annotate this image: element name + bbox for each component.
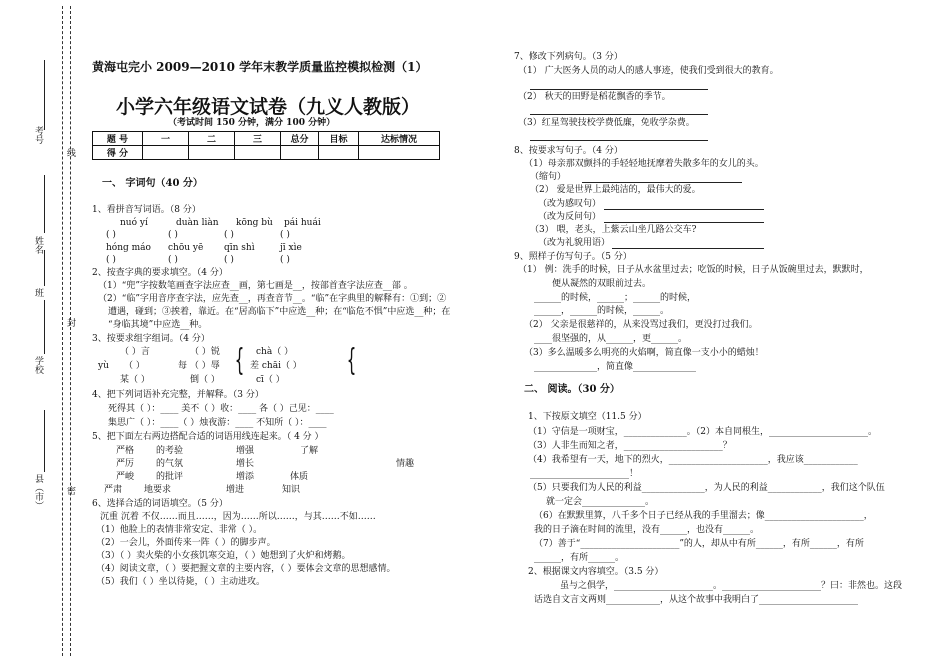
county-field[interactable] xyxy=(44,410,45,472)
answer-paren[interactable]: ( ) xyxy=(224,230,234,240)
q9-blank[interactable]: ______的时候，______；______的时候， xyxy=(534,293,697,303)
q5-word[interactable]: 严厉 xyxy=(116,459,135,469)
r1-item[interactable]: ______，有所______。 xyxy=(534,553,625,563)
exam-no-label: 考号 xyxy=(33,126,43,144)
q3-cell[interactable]: 每 （ ）辱 xyxy=(178,361,220,371)
answer-paren[interactable]: ( ) xyxy=(168,255,178,265)
q5-word[interactable]: 严肃 xyxy=(104,485,123,495)
q7-item: （1） 广大医务人员的动人的感人事迹，使我们受到很大的教育。 xyxy=(518,66,779,76)
q5-word[interactable]: 地要求 xyxy=(144,485,172,495)
q6-prompt: 6、选择合适的词语填空。（5 分） xyxy=(92,499,228,509)
section-2-heading: 二、 阅读。（30 分） xyxy=(524,384,620,395)
feng-label: 封 xyxy=(65,318,75,327)
binding-line-inner xyxy=(70,6,71,656)
q8-sub: （改为反问句） xyxy=(538,212,602,222)
answer-paren[interactable]: ( ) xyxy=(224,255,234,265)
q8-answer-line[interactable] xyxy=(604,222,764,223)
score-cell[interactable] xyxy=(281,146,319,160)
q7-answer-line[interactable] xyxy=(530,140,708,141)
q7-answer-line[interactable] xyxy=(530,89,708,90)
answer-paren[interactable]: ( ) xyxy=(106,230,116,240)
q9-blank[interactable]: ____很坚强的，从______，更______。 xyxy=(534,334,688,344)
q6-item: （2）一会儿，外面传来一阵（ ）的脚步声。 xyxy=(96,538,276,548)
brace-icon: { xyxy=(234,343,245,378)
score-cell[interactable] xyxy=(235,146,281,160)
q5-word[interactable]: 了解 xyxy=(300,446,319,456)
q3-cell[interactable]: chà（ ） xyxy=(256,347,294,357)
q4-line-b: 集思广（ ）：____（ ）烛夜游：____ 不知所（ ）：____ xyxy=(108,418,327,428)
pinyin: nuó yí xyxy=(120,218,148,228)
q8-answer-line[interactable] xyxy=(582,182,742,183)
q9-prompt: 9、照样子仿写句子。（5 分） xyxy=(514,252,632,262)
r1-item[interactable]: 就一定会______________。 xyxy=(546,497,655,507)
score-cell[interactable] xyxy=(143,146,189,160)
q9-example: 便从凝然的双眼前过去。 xyxy=(552,279,652,289)
r1-item[interactable]: （7）善于“______________________”的人，却从中有所______，有所______，有所 xyxy=(534,539,864,549)
q2-line-d: “身临其境”中应选__种。 xyxy=(108,320,208,330)
q8-item: （3） 喂，老头，上紫云山坐几路公交车? xyxy=(530,225,697,235)
q9-blank[interactable]: ______，______的时候，______。 xyxy=(534,306,670,316)
q9-item: （2） 父亲是很慈祥的，从来没骂过我们，更没打过我们。 xyxy=(524,320,758,330)
pinyin: qīn shì xyxy=(224,243,255,253)
q7-answer-line[interactable] xyxy=(530,114,708,115)
score-header-cell: 目标 xyxy=(319,132,359,146)
class-label: 班 xyxy=(33,288,43,297)
q5-word[interactable]: 体质 xyxy=(290,472,309,482)
q8-item: （2） 爱是世界上最纯洁的，最伟大的爱。 xyxy=(530,185,701,195)
q5-prompt: 5、把下面左右两边搭配合适的词语用线连起来。（ 4 分 ） xyxy=(92,432,324,442)
answer-paren[interactable]: ( ) xyxy=(280,230,290,240)
brace-icon: { xyxy=(346,343,357,378)
pinyin: chōu yē xyxy=(168,243,204,253)
q5-word[interactable]: 情趣 xyxy=(396,459,415,469)
q1-prompt: 1、看拼音写词语。（8 分） xyxy=(92,205,201,215)
school-field[interactable] xyxy=(44,300,45,354)
q3-pinyin-yu: yù xyxy=(98,361,109,371)
q5-word[interactable]: 增强 xyxy=(236,446,255,456)
q9-blank[interactable]: ______________，简直像______________ xyxy=(534,362,697,372)
answer-paren[interactable]: ( ) xyxy=(106,255,116,265)
q8-answer-line[interactable] xyxy=(604,209,764,210)
section-1-heading: 一、 字词句（40 分） xyxy=(102,178,203,189)
q8-item: （1）母亲那双颤抖的手轻轻地抚摩着失散多年的女儿的头。 xyxy=(524,159,764,169)
score-header-cell: 三 xyxy=(235,132,281,146)
r1-item[interactable]: （6）在默默里算，八千多个日子已经从我的手里溜去；像______________________， xyxy=(534,511,873,521)
score-header-cell: 二 xyxy=(189,132,235,146)
q4-prompt: 4、把下列词语补充完整，并解释。（3 分） xyxy=(92,390,264,400)
q5-word[interactable]: 增进 xyxy=(226,485,245,495)
r1-item[interactable]: （4）我希望有一天，地下的烈火，______________________，我应该____________ xyxy=(528,455,858,465)
q5-word[interactable]: 增长 xyxy=(236,459,255,469)
score-header-cell: 达标情况 xyxy=(359,132,440,146)
q5-word[interactable]: 知识 xyxy=(282,485,301,495)
r1-item[interactable]: （5）只要我们为人民的利益______________，为人民的利益____________，我们这个队伍 xyxy=(528,483,885,493)
answer-paren[interactable]: ( ) xyxy=(280,255,290,265)
score-cell[interactable] xyxy=(359,146,440,160)
r1-item[interactable]: 我的日子滴在时间的流里，没有______，也没有______。 xyxy=(534,525,760,535)
score-cell[interactable] xyxy=(189,146,235,160)
q5-word[interactable]: 的气氛 xyxy=(156,459,184,469)
q2-line-c: 遭遇，碰到；③挨着，靠近。在“居高临下”中应选__种；在“临危不惧”中应选__种；在 xyxy=(108,307,451,317)
r1-item[interactable]: （3）人非生而知之者，______________________？ xyxy=(528,441,732,451)
q3-cell[interactable]: （ ） xyxy=(124,361,145,371)
q4-line-a: 死得其（ ）：____ 美不（ ）收：____ 各（ ）己见：____ xyxy=(108,404,334,414)
q3-cell[interactable]: 倒（ ） xyxy=(190,375,220,385)
score-header-cell: 总分 xyxy=(281,132,319,146)
r1-item[interactable]: （1）守信是一项财宝，______________。（2）本自同根生，______________________。 xyxy=(528,427,877,437)
class-field[interactable] xyxy=(44,250,45,286)
score-header-cell: 题 号 xyxy=(93,132,143,146)
q7-item: （2） 秋天的田野是稻花飘香的季节。 xyxy=(518,92,671,102)
score-header-cell: 一 xyxy=(143,132,189,146)
q2-line-a: （1）“兜”字按数笔画查字法应查__画，第七画是__，按部首查字法应查__部 。 xyxy=(98,281,413,291)
q3-cell[interactable]: （ ）锐 xyxy=(190,347,220,357)
exam-no-field[interactable] xyxy=(44,60,45,130)
xian-label: 线 xyxy=(65,148,75,157)
q6-options: 沉重 沉着 不仅……而且……，因为……所以……，与其……不如…… xyxy=(100,512,376,522)
q5-word[interactable]: 增添 xyxy=(236,472,255,482)
pinyin: duàn liàn xyxy=(176,218,219,228)
q3-prompt: 3、按要求组字组词。（4 分） xyxy=(92,334,210,344)
q5-word[interactable]: 的批评 xyxy=(156,472,184,482)
q8-sub: （缩句） xyxy=(530,172,567,182)
q6-item: （5）我们（ ）坐以待毙，（ ）主动进攻。 xyxy=(96,577,265,587)
county-label: 县（市） xyxy=(33,474,43,510)
pinyin: hóng máo xyxy=(106,243,151,253)
r1-prompt: 1、下按原文填空（11.5 分） xyxy=(528,412,647,422)
pinyin: kōng bù xyxy=(236,218,273,228)
exam-time-note: （考试时间 150 分钟，满分 100 分钟） xyxy=(168,118,336,128)
exam-subtitle: 黄海屯完小 2009—2010 学年末教学质量监控模拟检测（1） xyxy=(92,60,428,74)
pinyin: jī xìe xyxy=(280,243,302,253)
q8-sub: （改为礼貌用语） xyxy=(538,238,611,248)
score-row-label: 得 分 xyxy=(93,146,143,160)
q5-word[interactable]: 的考验 xyxy=(156,446,184,456)
score-table xyxy=(92,131,440,160)
q7-prompt: 7、修改下列病句。（3 分） xyxy=(514,52,623,62)
exam-title: 小学六年级语文试卷（九义人教版） xyxy=(116,96,421,118)
q6-item: （4）阅读文章，（ ）要把握文章的主要内容，（ ）要体会文章的思想感情。 xyxy=(96,564,396,574)
name-label: 姓名 xyxy=(33,236,43,254)
q8-prompt: 8、按要求写句子。（4 分） xyxy=(514,146,623,156)
r2-prompt: 2、根据课文内容填空。（3.5 分） xyxy=(528,567,664,577)
answer-paren[interactable]: ( ) xyxy=(168,230,178,240)
q6-item: （1）他脸上的表情非常安定、非常（ ）。 xyxy=(96,525,263,535)
r2-item[interactable]: 话选自文言文两则____________，从这个故事中我明白了______________________ xyxy=(534,595,859,605)
q3-cell[interactable]: 差 chāi（ ） xyxy=(250,361,302,371)
score-cell[interactable] xyxy=(319,146,359,160)
pinyin: pái huái xyxy=(284,218,321,228)
school-label: 学校 xyxy=(33,356,43,374)
name-field[interactable] xyxy=(44,175,45,233)
q2-line-b: （2）“临”字用音序查字法，应先查__，再查音节__。“临”在字典里的解释有：①到；② xyxy=(98,294,447,304)
q9-item: （3）多么温暖多么明亮的火焰啊，简直像一支小小的蜡烛！ xyxy=(524,348,764,358)
q6-item: （3）（ ）卖火柴的小女孩饥寒交迫，（ ）她想到了火炉和烤鹅。 xyxy=(96,551,351,561)
q7-item: （3）红星驾驶技校学费低廉，免收学杂费。 xyxy=(518,118,695,128)
q8-sub: （改为感叹句） xyxy=(538,199,602,209)
q3-cell[interactable]: cī（ ） xyxy=(256,375,285,385)
q3-cell[interactable]: 某（ ） xyxy=(120,375,150,385)
q8-answer-line[interactable] xyxy=(612,248,764,249)
r2-item[interactable]: 虽与之俱学，______________________。______________________？曰：非然也。这段 xyxy=(560,581,903,591)
binding-line-outer xyxy=(62,6,63,656)
q3-cell[interactable]: （ ）言 xyxy=(120,347,150,357)
q9-example: （1） 例：洗手的时候，日子从水盆里过去；吃饭的时候，日子从饭碗里过去，默默时， xyxy=(518,265,869,275)
q2-prompt: 2、按查字典的要求填空。（4 分） xyxy=(92,268,228,278)
mi-label: 密 xyxy=(65,486,75,495)
q5-word[interactable]: 严峻 xyxy=(116,472,135,482)
r1-item[interactable]: ______________________！ xyxy=(530,469,639,479)
q5-word[interactable]: 严格 xyxy=(116,446,135,456)
